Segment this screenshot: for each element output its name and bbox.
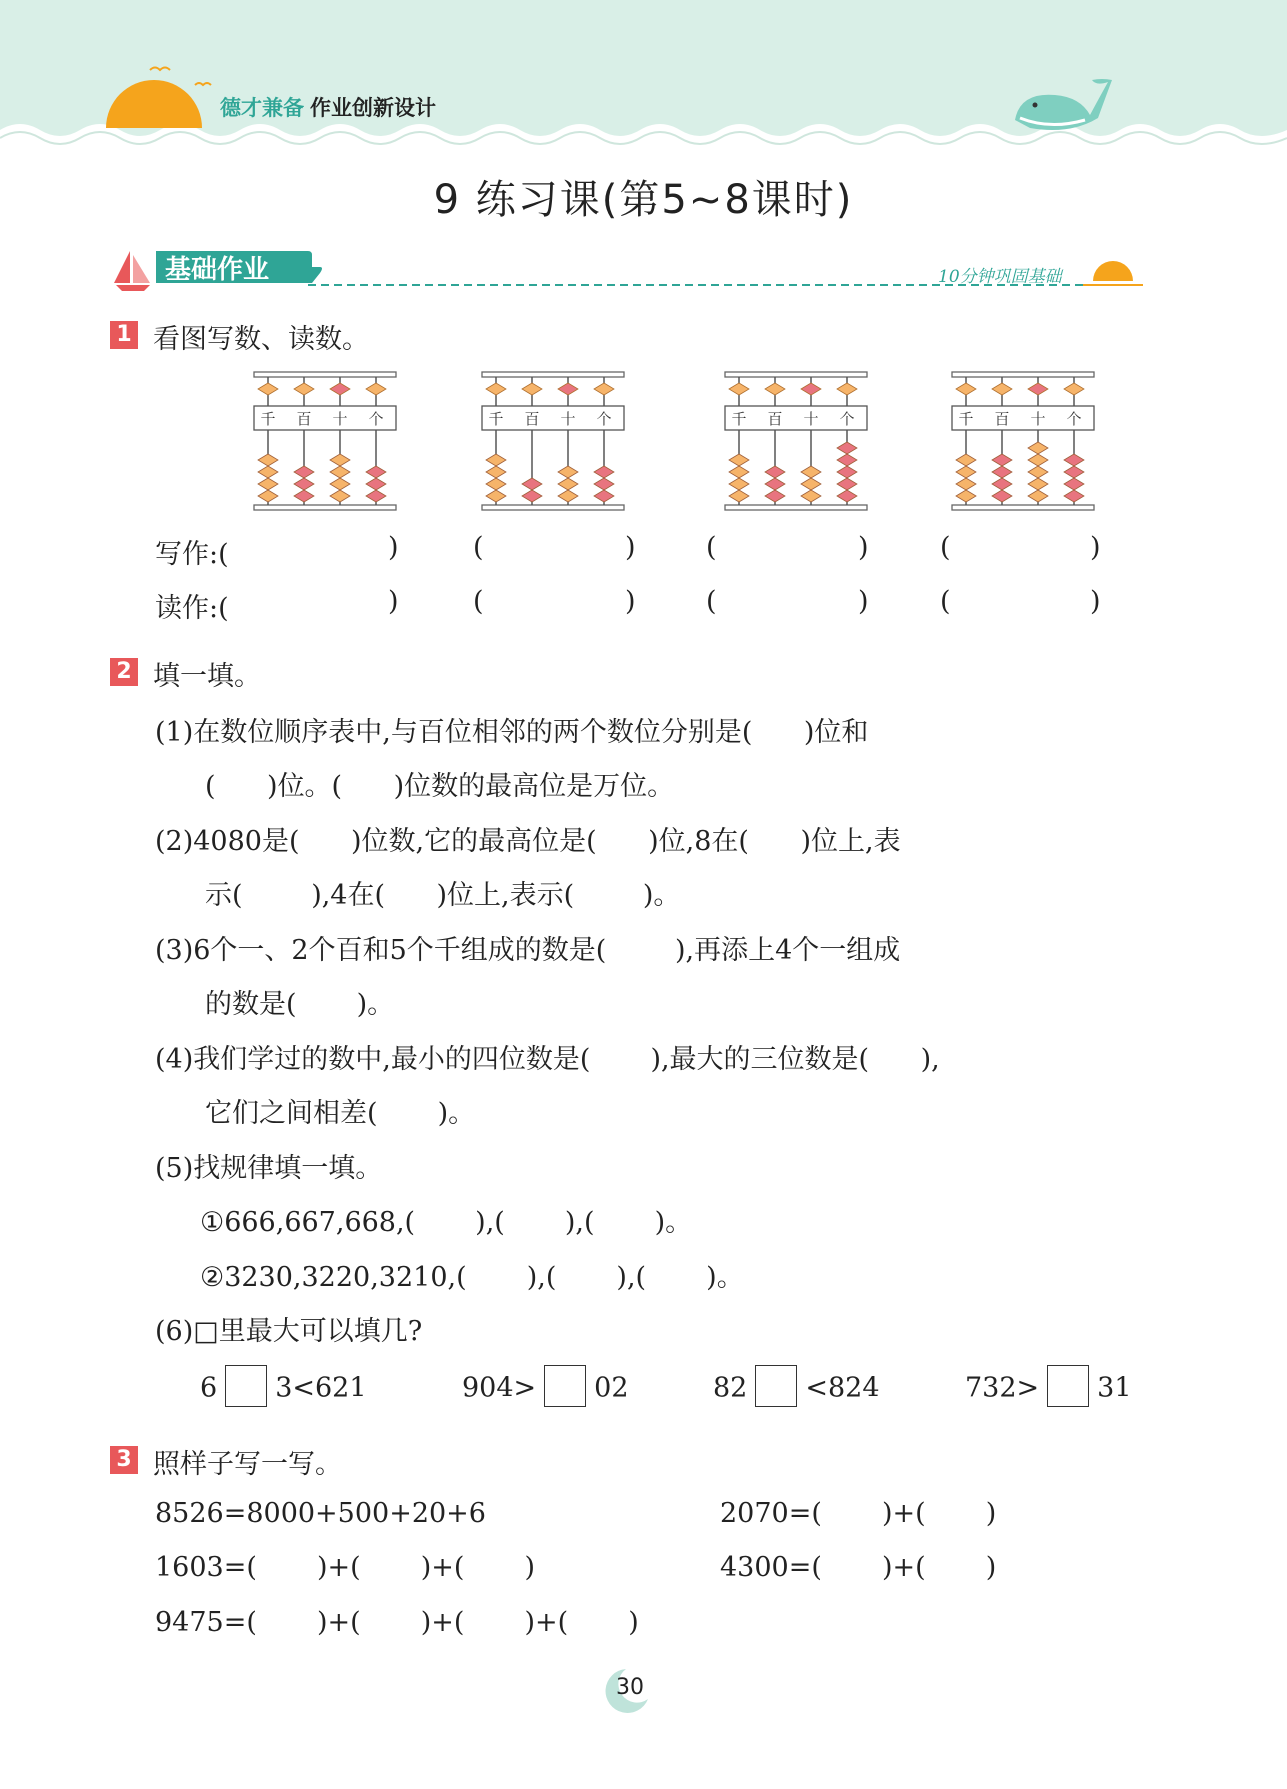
q2-line-8: 它们之间相差( )。 — [205, 1098, 476, 1129]
abacus-bead — [765, 490, 785, 502]
sailboat-icon — [116, 285, 150, 291]
abacus-place-label: 十 — [1030, 410, 1046, 428]
answer-box[interactable] — [544, 1365, 586, 1407]
abacus-place-label: 个 — [839, 410, 855, 428]
paren-open: ( — [473, 586, 484, 617]
paren-close: ) — [625, 586, 636, 617]
paren-open: ( — [473, 532, 484, 563]
write-label: 写作:( — [155, 539, 229, 570]
q2-number: 2 — [110, 658, 138, 686]
ineq-3: 82 <824 — [713, 1368, 880, 1410]
brand — [220, 92, 436, 122]
abacus-4 — [950, 370, 1096, 512]
q3-right-1: 2070=( )+( ) — [720, 1498, 997, 1529]
paren-close: ) — [625, 532, 636, 563]
page-number: 30 — [616, 1675, 644, 1700]
abacus-bead-upper — [330, 383, 350, 395]
q2-line-6: 的数是( )。 — [205, 989, 395, 1020]
read-label: 读作:( — [155, 593, 229, 624]
abacus-bead — [1064, 466, 1084, 478]
abacus-bead — [486, 490, 506, 502]
abacus-3 — [723, 370, 869, 512]
q2-line-12: (6)□里最大可以填几? — [155, 1316, 423, 1347]
abacus-bead — [594, 466, 614, 478]
q2-line-2: ( )位。( )位数的最高位是万位。 — [205, 771, 675, 802]
abacus-bead — [765, 478, 785, 490]
abacus-bead — [258, 478, 278, 490]
abacus-bead — [486, 454, 506, 466]
abacus-bead — [294, 466, 314, 478]
abacus-bead — [801, 490, 821, 502]
q1-title: 看图写数、读数。 — [153, 324, 369, 355]
abacus-bead — [837, 478, 857, 490]
abacus-bead — [522, 478, 542, 490]
abacus-bead-upper — [837, 383, 857, 395]
abacus-place-label: 十 — [332, 410, 348, 428]
abacus-place-label: 个 — [596, 410, 612, 428]
abacus-place-label: 百 — [296, 410, 312, 428]
abacus-top-bar — [952, 372, 1094, 377]
abacus-bead-upper — [366, 383, 386, 395]
answer-box[interactable] — [755, 1365, 797, 1407]
q3-title: 照样子写一写。 — [153, 1449, 342, 1480]
abacus-place-label: 百 — [994, 410, 1010, 428]
abacus-bead-upper — [1064, 383, 1084, 395]
abacus-bead — [594, 490, 614, 502]
abacus-bead-upper — [956, 383, 976, 395]
abacus-place-label: 百 — [524, 410, 540, 428]
abacus-bead — [992, 466, 1012, 478]
abacus-bead — [729, 454, 749, 466]
q1-number: 1 — [110, 321, 138, 349]
abacus-bead — [729, 466, 749, 478]
abacus-place-label: 千 — [260, 410, 276, 428]
abacus-bead — [801, 466, 821, 478]
abacus-bead — [992, 490, 1012, 502]
abacus-bead-upper — [522, 383, 542, 395]
abacus-bead-upper — [729, 383, 749, 395]
q2-line-1: (1)在数位顺序表中,与百位相邻的两个数位分别是( )位和 — [155, 717, 869, 748]
abacus-bead — [765, 466, 785, 478]
q2-line-5: (3)6个一、2个百和5个千组成的数是( ),再添上4个一组成 — [155, 935, 901, 966]
abacus-bead — [1064, 454, 1084, 466]
abacus-top-bar — [254, 372, 396, 377]
abacus-bead — [1028, 454, 1048, 466]
wave-border — [0, 124, 1287, 160]
abacus-top-bar — [725, 372, 867, 377]
abacus-place-label: 千 — [958, 410, 974, 428]
abacus-base — [254, 505, 396, 510]
abacus-bead — [366, 478, 386, 490]
answer-box[interactable] — [225, 1365, 267, 1407]
q2-line-4: 示( ),4在( )位上,表示( )。 — [205, 880, 681, 911]
abacus-place-label: 个 — [1066, 410, 1082, 428]
abacus-place-label: 百 — [767, 410, 783, 428]
abacus-bead — [558, 478, 578, 490]
abacus-place-label: 十 — [803, 410, 819, 428]
abacus-bead — [330, 466, 350, 478]
ineq-4: 732> 31 — [965, 1368, 1132, 1410]
q2-title: 填一填。 — [153, 661, 261, 692]
q3-left-3: 9475=( )+( )+( )+( ) — [155, 1607, 639, 1638]
abacus-bead — [956, 490, 976, 502]
page-title: 9 练习课(第5~8课时) — [433, 177, 854, 223]
whale-icon — [1015, 79, 1112, 130]
abacus-bead — [837, 466, 857, 478]
abacus-bead — [486, 466, 506, 478]
paren-open: ( — [706, 532, 717, 563]
abacus-bead — [837, 490, 857, 502]
abacus-bead — [992, 454, 1012, 466]
abacus-bead — [956, 466, 976, 478]
ineq-1: 6 3<621 — [200, 1368, 367, 1410]
abacus-place-label: 个 — [368, 410, 384, 428]
abacus-bead — [366, 490, 386, 502]
paren-close: ) — [388, 532, 399, 563]
paren-close: ) — [1090, 586, 1101, 617]
paren-close: ) — [1090, 532, 1101, 563]
abacus-bead-upper — [992, 383, 1012, 395]
q2-line-10: ①666,667,668,( ),( ),( )。 — [200, 1207, 693, 1238]
abacus-bead — [330, 454, 350, 466]
abacus-bead — [330, 490, 350, 502]
abacus-top-bar — [482, 372, 624, 377]
paren-open: ( — [940, 532, 951, 563]
abacus-bead-upper — [258, 383, 278, 395]
paren-close: ) — [858, 586, 869, 617]
abacus-place-label: 十 — [560, 410, 576, 428]
abacus-bead-upper — [486, 383, 506, 395]
abacus-bead — [1028, 466, 1048, 478]
abacus-bead — [1064, 490, 1084, 502]
abacus-bead — [729, 490, 749, 502]
abacus-bead — [1064, 478, 1084, 490]
abacus-bead-upper — [1028, 383, 1048, 395]
paren-close: ) — [388, 586, 399, 617]
abacus-bead-upper — [294, 383, 314, 395]
abacus-bead — [992, 478, 1012, 490]
abacus-bead — [837, 442, 857, 454]
paren-open: ( — [940, 586, 951, 617]
abacus-bead-upper — [558, 383, 578, 395]
abacus-bead — [956, 454, 976, 466]
abacus-bead — [1028, 442, 1048, 454]
abacus-bead — [522, 490, 542, 502]
q3-right-2: 4300=( )+( ) — [720, 1552, 997, 1583]
abacus-base — [952, 505, 1094, 510]
abacus-bead — [1028, 490, 1048, 502]
abacus-bead-upper — [765, 383, 785, 395]
abacus-1 — [252, 370, 398, 512]
abacus-bead — [801, 478, 821, 490]
sun-small-icon — [1093, 261, 1133, 281]
abacus-bead — [558, 466, 578, 478]
brand-green: 德才兼备 — [220, 96, 304, 120]
abacus-bead — [837, 454, 857, 466]
q2-line-11: ②3230,3220,3210,( ),( ),( )。 — [200, 1262, 744, 1293]
abacus-bead — [594, 478, 614, 490]
answer-box[interactable] — [1047, 1365, 1089, 1407]
abacus-bead — [956, 478, 976, 490]
section-note: 10分钟巩固基础 — [938, 267, 1062, 287]
abacus-2 — [480, 370, 626, 512]
abacus-bead — [258, 454, 278, 466]
abacus-place-label: 千 — [488, 410, 504, 428]
abacus-bead — [294, 478, 314, 490]
paren-open: ( — [706, 586, 717, 617]
abacus-place-label: 千 — [731, 410, 747, 428]
abacus-bead — [486, 478, 506, 490]
q3-number: 3 — [110, 1446, 138, 1474]
abacus-bead-upper — [594, 383, 614, 395]
abacus-bead — [1028, 478, 1048, 490]
abacus-base — [482, 505, 624, 510]
q2-line-3: (2)4080是( )位数,它的最高位是( )位,8在( )位上,表 — [155, 826, 901, 857]
ineq-2: 904> 02 — [462, 1368, 629, 1410]
abacus-bead — [258, 466, 278, 478]
sun-icon — [106, 80, 202, 128]
abacus-bead — [258, 490, 278, 502]
abacus-bead — [330, 478, 350, 490]
q2-line-7: (4)我们学过的数中,最小的四位数是( ),最大的三位数是( ), — [155, 1044, 940, 1075]
brand-black: 作业创新设计 — [310, 96, 436, 120]
q2-line-9: (5)找规律填一填。 — [155, 1153, 383, 1184]
bird-icon — [150, 68, 170, 71]
header-decoration — [0, 0, 1287, 160]
abacus-bead-upper — [801, 383, 821, 395]
q3-left-1: 8526=8000+500+20+6 — [155, 1498, 486, 1529]
abacus-bead — [558, 490, 578, 502]
abacus-base — [725, 505, 867, 510]
section-label: 基础作业 — [165, 255, 270, 285]
abacus-bead — [729, 478, 749, 490]
abacus-bead — [294, 490, 314, 502]
q3-left-2: 1603=( )+( )+( ) — [155, 1552, 536, 1583]
abacus-bead — [366, 466, 386, 478]
paren-close: ) — [858, 532, 869, 563]
